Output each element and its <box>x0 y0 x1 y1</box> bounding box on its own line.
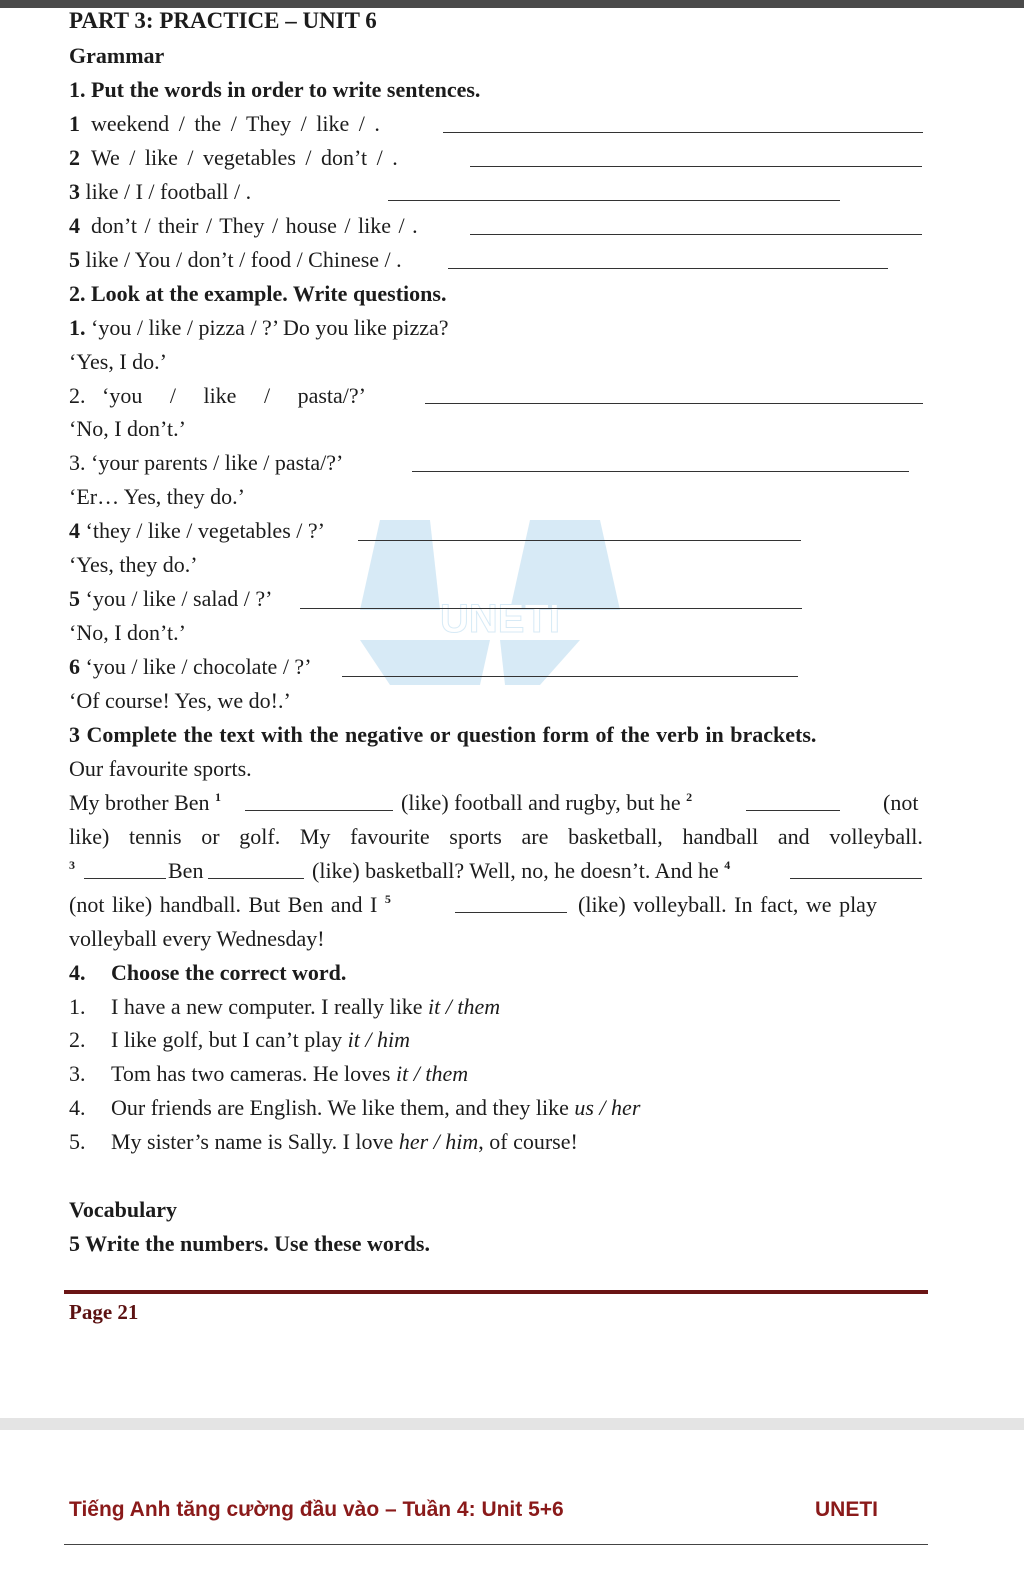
gap-number: 5 <box>384 892 391 906</box>
item-words: like / You / don’t / food / Chinese / . <box>85 247 402 272</box>
ex1-answer-blank-3[interactable] <box>388 200 840 201</box>
uneti-watermark <box>300 500 720 690</box>
ex3-line-1c: (not <box>883 790 919 815</box>
text-fragment: My brother Ben <box>69 790 210 815</box>
ex1-answer-blank-1[interactable] <box>443 132 923 133</box>
ex2-item-3: 3. ‘your parents / like / pasta/?’ <box>69 450 344 475</box>
word-choice[interactable]: us / her <box>574 1095 641 1120</box>
footer-brand: UNETI <box>815 1498 878 1521</box>
example-number: 1. <box>69 315 86 340</box>
text-fragment: (not like) handball. But Ben and I <box>69 892 378 917</box>
item-number: 2 <box>69 145 80 170</box>
item-number: 1. <box>69 994 86 1019</box>
ex5-heading: 5 Write the numbers. Use these words. <box>69 1231 430 1256</box>
item-words: We / like / vegetables / don’t / . <box>91 145 398 170</box>
ex2-answer-blank-3[interactable] <box>412 471 909 472</box>
ex1-answer-blank-2[interactable] <box>470 166 922 167</box>
item-number: 4 <box>69 213 80 238</box>
ex2-example-answer: ‘Yes, I do.’ <box>69 349 167 374</box>
ex2-answer-3: ‘Er… Yes, they do.’ <box>69 484 245 509</box>
ex2-example <box>69 315 449 341</box>
ex2-answer-5: ‘No, I don’t.’ <box>69 620 186 645</box>
ex3-subtitle: Our favourite sports. <box>69 756 252 781</box>
item-prompt: ‘you / like / chocolate / ?’ <box>80 654 312 679</box>
ex3-line-1 <box>69 790 221 816</box>
ex1-heading: 1. Put the words in order to write sentences. <box>69 77 481 102</box>
ex1-item-2 <box>69 145 398 171</box>
item-text: Our friends are English. We like them, and they like <box>111 1095 575 1120</box>
ex2-answer-2: ‘No, I don’t.’ <box>69 416 186 441</box>
watermark-shape <box>360 640 490 685</box>
ex3-line-5: volleyball every Wednesday! <box>69 926 325 951</box>
item-text: I have a new computer. I really like <box>111 994 429 1019</box>
ex2-answer-blank-4[interactable] <box>358 540 801 541</box>
ex4-heading <box>69 960 346 986</box>
ex1-answer-blank-5[interactable] <box>448 268 888 269</box>
ex3-gap-2[interactable] <box>746 810 840 811</box>
text-fragment: (like) basketball? Well, no, he doesn’t. And he <box>312 858 719 883</box>
text-fragment: (like) football and rugby, but he <box>401 790 681 815</box>
ex2-answer-blank-6[interactable] <box>342 676 798 677</box>
ex3-line-3-ben: Ben <box>168 858 204 883</box>
item-prompt: ‘they / like / vegetables / ?’ <box>80 518 325 543</box>
item-number: 5 <box>69 247 80 272</box>
page-separator <box>0 1418 1024 1430</box>
section-grammar: Grammar <box>69 43 165 68</box>
item-number: 2. <box>69 1027 86 1052</box>
item-number: 5 <box>69 586 80 611</box>
item-words: don’t / their / They / house / like / . <box>91 213 418 238</box>
ex1-item-4 <box>69 213 418 239</box>
ex2-item-6 <box>69 654 312 680</box>
ex3-line-3 <box>69 858 75 884</box>
item-text: Tom has two cameras. He loves <box>111 1061 396 1086</box>
watermark-shape <box>500 640 580 685</box>
ex1-item-5 <box>69 247 402 273</box>
item-number: 3. <box>69 1061 86 1086</box>
ex2-item-4 <box>69 518 325 544</box>
gap-number: 1 <box>215 790 222 804</box>
heading-number: 4. <box>69 960 86 985</box>
ex1-item-1 <box>69 111 380 137</box>
example-prompt: ‘you / like / pizza / ?’ Do you like pizza? <box>91 315 449 340</box>
ex2-answer-blank-2[interactable] <box>425 403 923 404</box>
gap-number: 4 <box>724 858 731 872</box>
ex3-gap-1[interactable] <box>245 810 393 811</box>
ex2-item-2: 2. ‘you / like / pasta/?’ <box>69 383 366 408</box>
page-divider <box>64 1290 928 1294</box>
item-number: 5. <box>69 1129 86 1154</box>
ex3-heading: 3 Complete the text with the negative or question form of the verb in brackets. <box>69 722 817 747</box>
page-title: PART 3: PRACTICE – UNIT 6 <box>69 8 377 33</box>
page-number: Page 21 <box>69 1300 139 1324</box>
item-number: 4. <box>69 1095 86 1120</box>
ex3-line-4b: (like) volleyball. In fact, we play <box>578 892 877 917</box>
word-choice[interactable]: it / him <box>347 1027 410 1052</box>
ex3-line-3b <box>312 858 730 884</box>
ex4-item-4 <box>69 1095 640 1121</box>
ex4-item-2 <box>69 1027 410 1053</box>
ex2-item-5 <box>69 586 272 612</box>
ex4-item-5: 5. My sister’s name is Sally. I love her / him, of course! <box>69 1129 578 1154</box>
ex3-line-2: like) tennis or golf. My favourite sports are basketball, handball and volleyball. <box>69 824 923 849</box>
heading-text: Choose the correct word. <box>111 960 347 985</box>
word-choice[interactable]: her / him <box>398 1129 479 1154</box>
ex4-item-3 <box>69 1061 468 1087</box>
ex3-gap-4[interactable] <box>790 878 922 879</box>
watermark-shape <box>360 520 440 610</box>
word-choice[interactable]: it / them <box>428 994 501 1019</box>
ex2-answer-4: ‘Yes, they do.’ <box>69 552 198 577</box>
item-prompt: ‘you / like / salad / ?’ <box>80 586 273 611</box>
word-choice[interactable]: it / them <box>396 1061 469 1086</box>
footer-rule <box>64 1544 928 1545</box>
ex3-gap-3b[interactable] <box>208 878 304 879</box>
gap-number: 3 <box>69 858 75 872</box>
item-text: My sister’s name is Sally. I love <box>111 1129 399 1154</box>
footer-course-title: Tiếng Anh tăng cường đầu vào – Tuần 4: Unit 5+6 <box>69 1498 564 1521</box>
ex4-item-1 <box>69 994 500 1020</box>
item-text: I like golf, but I can’t play <box>111 1027 348 1052</box>
item-words: like / I / football / . <box>85 179 252 204</box>
item-words: weekend / the / They / like / . <box>91 111 380 136</box>
ex3-gap-5[interactable] <box>455 912 567 913</box>
section-vocabulary: Vocabulary <box>69 1197 177 1222</box>
gap-number: 2 <box>686 790 693 804</box>
ex2-heading: 2. Look at the example. Write questions. <box>69 281 447 306</box>
ex2-answer-blank-5[interactable] <box>300 608 802 609</box>
item-number: 4 <box>69 518 80 543</box>
ex3-line-1b <box>401 790 692 816</box>
item-number: 6 <box>69 654 80 679</box>
ex3-gap-3a[interactable] <box>84 878 166 879</box>
ex3-line-4 <box>69 892 391 918</box>
item-number: 3 <box>69 179 80 204</box>
ex1-answer-blank-4[interactable] <box>470 234 922 235</box>
ex1-item-3 <box>69 179 251 205</box>
ex2-answer-6: ‘Of course! Yes, we do!.’ <box>69 688 291 713</box>
watermark-text: UNETI <box>440 597 560 641</box>
item-number: 1 <box>69 111 80 136</box>
